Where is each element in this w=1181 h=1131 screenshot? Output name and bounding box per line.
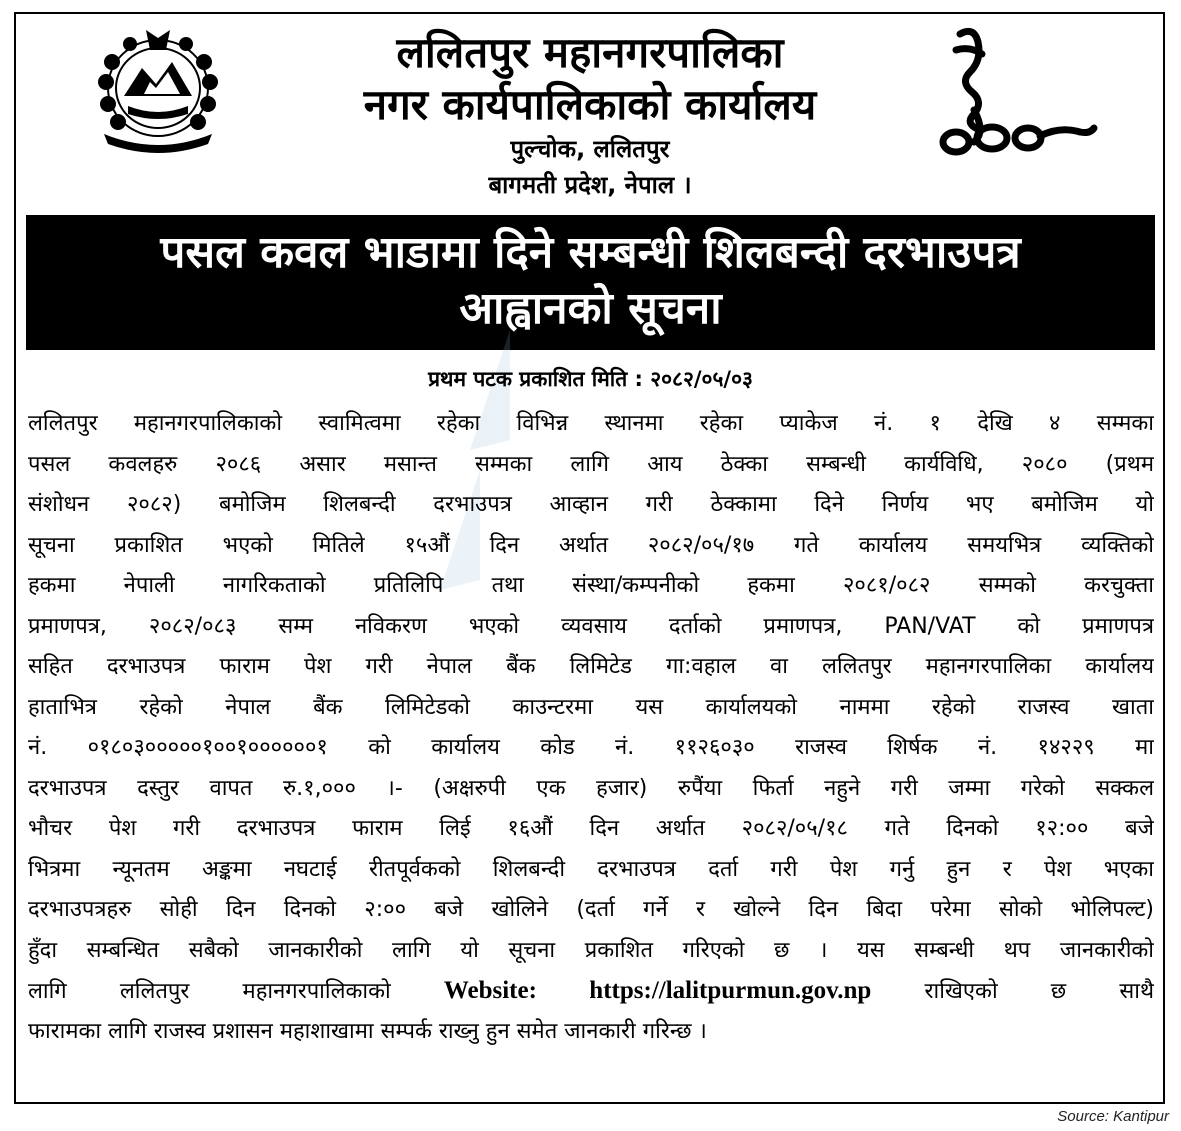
body-line: ललितपुर महानगरपालिकाको स्वामित्वमा रहेका विभिन्न स्थानमा रहेका प्याकेज नं. १ देखि ४ सम्मका xyxy=(28,411,1154,436)
body-line: दरभाउपत्र दस्तुर वापत रु.१,००० ।- (अक्षरुपी एक हजार) रुपैंया फिर्ता नहुने गरी जम्मा गरेको सक्कल xyxy=(28,775,1154,801)
body-line-website xyxy=(28,971,1154,1012)
source-credit: Source: Kantipur xyxy=(1057,1108,1169,1125)
body-line-text: लागि ललितपुर महानगरपालिकाको xyxy=(28,979,391,1004)
notice-title-line2: आह्वानको सूचना xyxy=(459,283,722,334)
body-line: सूचना प्रकाशित भएको मितिले १५औं दिन अर्थात २०८२/०५/१७ गते कार्यालय समयभित्र व्यक्तिको xyxy=(28,532,1154,558)
notice-title-banner xyxy=(26,215,1155,350)
body-line: भौचर पेश गरी दरभाउपत्र फाराम लिई १६औं दिन अर्थात २०८२/०५/१८ गते दिनको १२:०० बजे xyxy=(28,816,1154,841)
body-line: फारामका लागि राजस्व प्रशासन महाशाखामा सम्पर्क राख्नु हुन समेत जानकारी गरिन्छ । xyxy=(28,1018,707,1044)
body-line: दरभाउपत्रहरु सोही दिन दिनको २:०० बजे खोलिने (दर्ता गर्ने र खोल्ने दिन बिदा परेमा सोको भोलिपल्ट) xyxy=(28,897,1154,922)
notice-title-line1: पसल कवल भाडामा दिने सम्बन्धी शिलबन्दी दरभाउपत्र xyxy=(160,227,1021,278)
notice-body xyxy=(28,404,1154,1052)
body-line: हकमा नेपाली नागरिकताको प्रतिलिपि तथा संस्था/कम्पनीको हकमा २०८१/०८२ सम्मको करचुक्ता xyxy=(28,573,1154,598)
lalitpur-metropolitan-seal-icon xyxy=(930,20,1100,170)
body-line: प्रमाणपत्र, २०८२/०८३ सम्म नविकरण भएको व्यवसाय दर्ताको प्रमाणपत्र, PAN/VAT को प्रमाणपत्र xyxy=(28,613,1154,639)
office-department: नगर कार्यपालिकाको कार्यालय xyxy=(363,80,817,129)
body-line: सहित दरभाउपत्र फाराम पेश गरी नेपाल बैंक लिमिटेड गा:वहाल वा ललितपुर महानगरपालिका कार्यालय xyxy=(28,654,1154,679)
body-line: भित्रमा न्यूनतम अङ्कमा नघटाई रीतपूर्वकको शिलबन्दी दरभाउपत्र दर्ता गरी पेश गर्नु हुन र पेश भएका xyxy=(28,856,1154,882)
website-link[interactable]: Website: https://lalitpurmun.gov.np xyxy=(443,977,872,1004)
body-line-text: राखिएको छ साथै xyxy=(924,979,1154,1004)
office-location: पुल्चोक, ललितपुर xyxy=(510,135,670,163)
office-province: बागमती प्रदेश, नेपाल । xyxy=(488,171,692,199)
nepal-government-emblem-icon xyxy=(84,22,232,160)
body-line: हाताभित्र रहेको नेपाल बैंक लिमिटेडको काउन्टरमा यस कार्यालयको नाममा रहेको राजस्व खाता xyxy=(28,694,1154,720)
first-published-date: प्रथम पटक प्रकाशित मिति : २०८२/०५/०३ xyxy=(428,367,753,391)
body-line: पसल कवलहरु २०८६ असार मसान्त सम्मका लागि आय ठेक्का सम्बन्धी कार्यविधि, २०८० (प्रथम xyxy=(28,451,1154,477)
body-line: नं. ०१८०३०००००१००१००००००१ को कार्यालय कोड नं. ११२६०३० राजस्व शिर्षक नं. १४२२९ मा xyxy=(28,735,1154,760)
body-line: हुँदा सम्बन्धित सबैको जानकारीको लागि यो सूचना प्रकाशित गरिएको छ । यस सम्बन्धी थप जानकारीको xyxy=(28,937,1154,963)
body-line: संशोधन २०८२) बमोजिम शिलबन्दी दरभाउपत्र आव्हान गरी ठेक्कामा दिने निर्णय भए बमोजिम यो xyxy=(28,492,1154,517)
office-name: ललितपुर महानगरपालिका xyxy=(396,28,784,77)
